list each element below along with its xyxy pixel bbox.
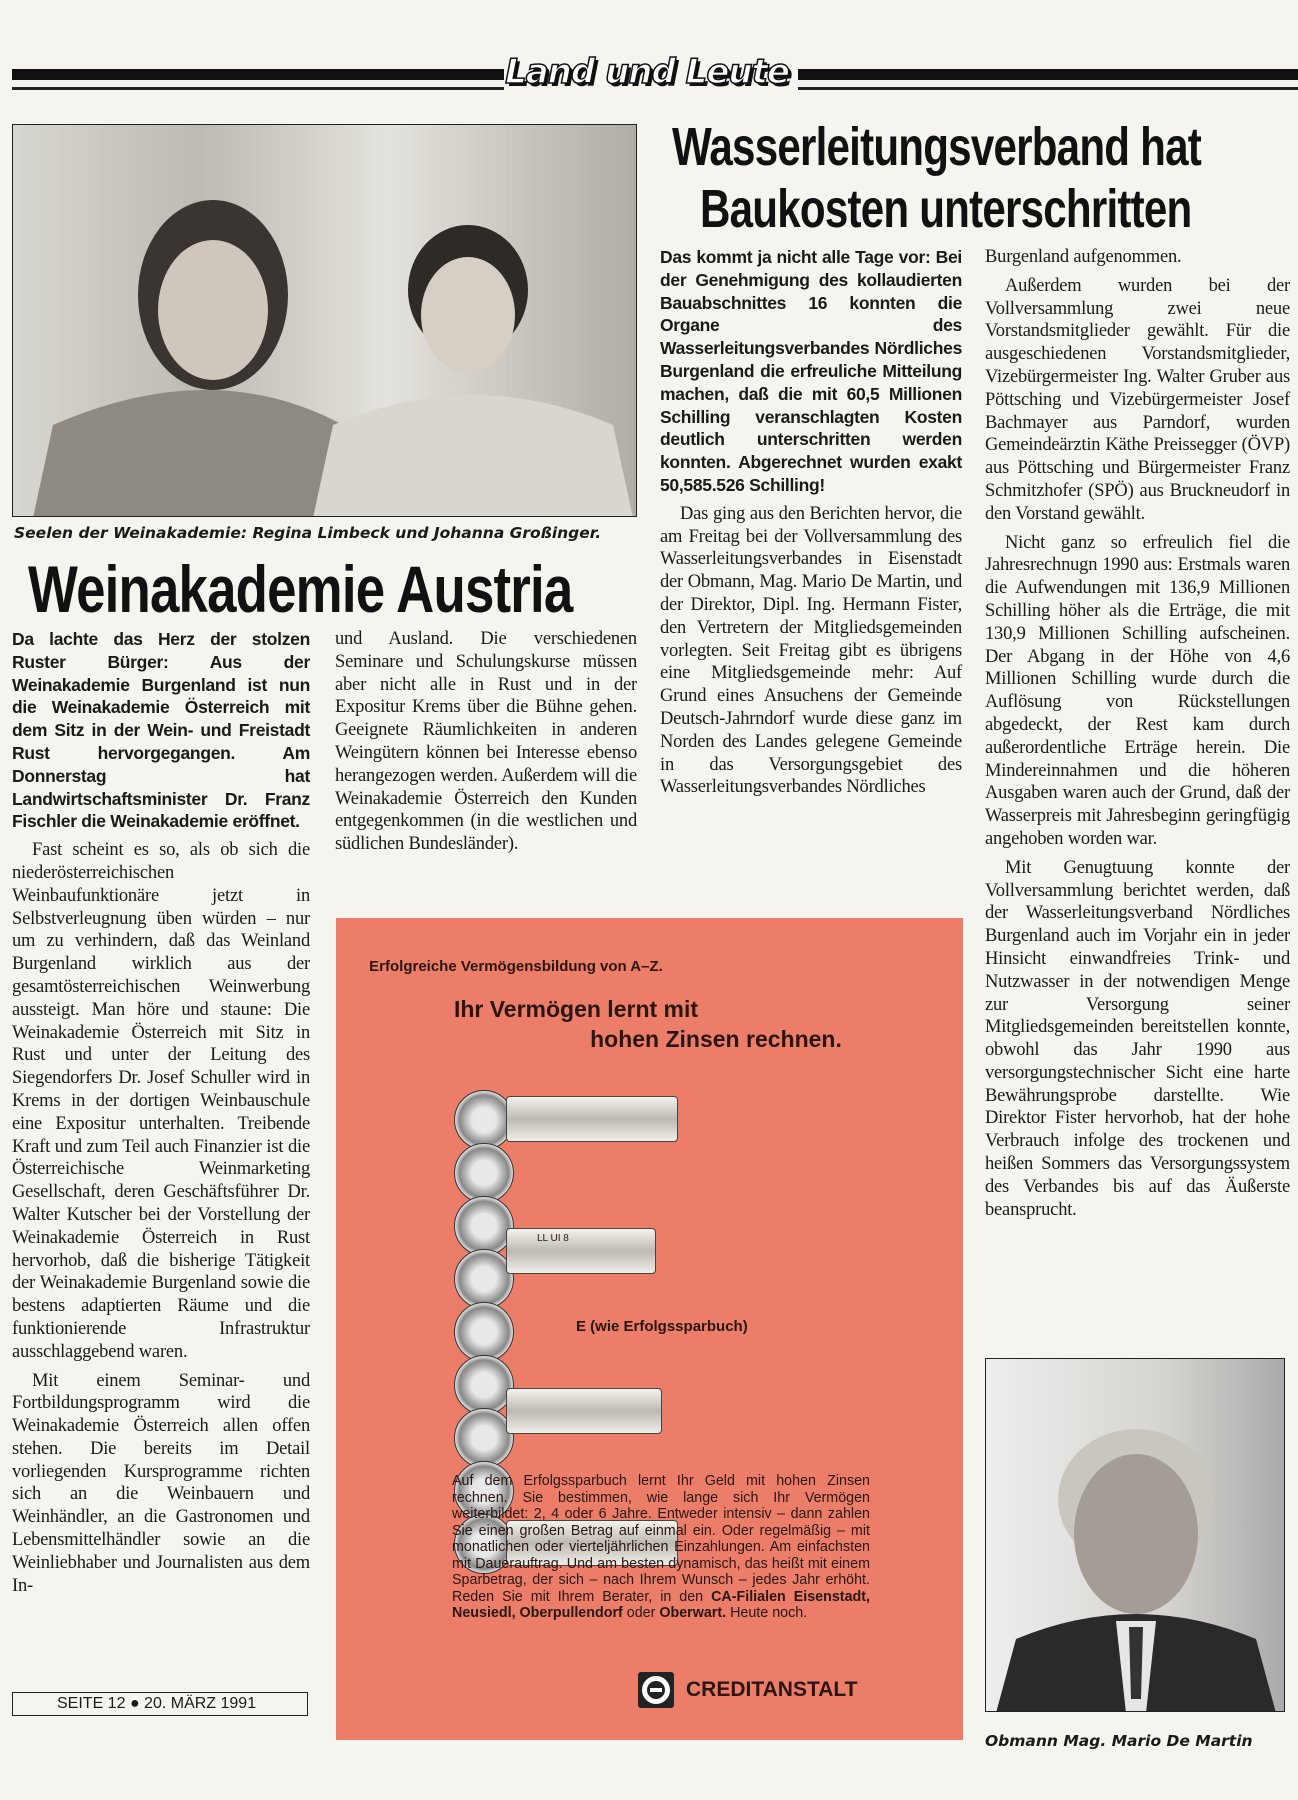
headline-weinakademie: Weinakademie Austria	[28, 552, 573, 626]
photo-two-women	[12, 124, 637, 517]
article2-paragraph: Das ging aus den Berichten hervor, die am Freitag bei der Vollversammlung des Wasserleitungsverbandes in Eisenstadt der Obmann, Mag. Mario De Martin, und der Direktor, Dipl. Ing. Hermann Fister, den Vertretern der Mitgliedsgemeinden vorlegten. Seit Freitag gibt es übrigens eine Mitgliedsgemeinde mehr: Auf Grund eines Ansuchens der Gemeinde Deutsch-Jahrndorf wurde diese ganz im Norden des Landes gelegene Gemeinde in das Versorgungsgebiet des Wasserleitungsverbandes Nördliches	[660, 503, 962, 798]
article1-column2	[335, 628, 637, 862]
article1-column1	[12, 628, 310, 1603]
article2-paragraph: Außerdem wurden bei der Vollversammlung zwei neue Vorstandsmitglieder gewählt. Für die ausgeschiedenen Vorstandsmitglieder, Vizebürgermeister Ing. Walter Gruber aus Pöttsching und Vizebürgermeister Josef Bachmayer aus Parndorf, wurden Gemeindeärztin Käthe Preissegger (ÖVP) aus Pöttsching und Bürgermeister Franz Schmitzhofer (SPÖ) aus Bruckneudorf in den Vorstand gewählt.	[985, 275, 1290, 524]
article2-column2	[985, 246, 1290, 1227]
creditanstalt-logo-icon	[638, 1672, 674, 1708]
header-rule	[798, 69, 1298, 80]
article1-paragraph: und Ausland. Die verschiedenen Seminare und Schulungskurse müssen aber nicht alle in Rust und in der Expositur Krems über die Bühne gehen. Geeignete Räumlichkeiten in anderen Weingütern können bei Interesse ebenso herangezogen werden. Außerdem will die Weinakademie Österreich den Kunden entgegenkommen (in die westlichen und südlichen Bundesländer).	[335, 629, 637, 855]
photo-illustration	[986, 1359, 1285, 1712]
ad-letter-caption: E (wie Erfolgssparbuch)	[576, 1318, 748, 1335]
article1-paragraph: Fast scheint es so, als ob sich die niederösterreichischen Weinbaufunktionäre jetzt in Selbstverleugnung üben würden – nur um zu verhindern, daß das Weinland Burgenland wirklich aus der gesamtösterreichischen Weinwerbung aussteigt. Man höre und staune: Die Weinakademie Österreich mit Sitz in Rust und unter der Leitung des Siegendorfers Dr. Josef Schuller wird in Krems in der dortigen Weinbauschule eine Expositur unterhalten. Treibende Kraft und zum Teil auch Finanzier ist die Österreichische Weinmarketing Gesellschaft, deren Geschäftsführer Dr. Walter Kutscher bei der Vorstellung der Weinakademie Österreich in Rust hervorhob, daß die bisherige Tätigkeit der Weinakademie Burgenland sowie die bestens adaptierten Räume und die funktionierende Infrastruktur ausschlaggebend waren.	[12, 840, 310, 1362]
headline-wasserleitungsverband-line2: Baukosten unterschritten	[700, 179, 1192, 239]
article2-paragraph: Nicht ganz so erfreulich fiel die Jahresrechnugn 1990 aus: Erstmals waren die Aufwendungen mit 136,9 Millionen Schilling höher als die Erträge, die mit 130,9 Millionen Schilling aufscheinen. Der Abgang in der Höhe von 4,6 Millionen Schilling wurde durch die Auflösung von Rückstellungen abgedeckt, der Rest kam durch außerordentliche Erträge herein. Die Mindereinnahmen und die höheren Ausgaben waren auch der Grund, daß der Wasserpreis mit Jahresbeginn geringfügig angehoben worden war.	[985, 532, 1290, 849]
photo-illustration	[13, 125, 637, 517]
ad-kicker: Erfolgreiche Vermögensbildung von A–Z.	[369, 958, 663, 975]
article1-lead: Da lachte das Herz der stolzen Ruster Bürger: Aus der Weinakademie Burgenland ist nun die Weinakademie Österreich mit dem Sitz in der Wein- und Freistadt Rust hervorgegangen. Am Donnerstag hat Landwirtschaftsminister Dr. Franz Fischler die Weinakademie eröffnet.	[12, 629, 310, 832]
issue-date: 20. MÄRZ 1991	[144, 1695, 257, 1712]
ad-headline-line2: hohen Zinsen rechnen.	[590, 1026, 842, 1052]
ad-body: Auf dem Erfolgssparbuch lernt Ihr Geld mit hohen Zinsen rechnen. Sie bestimmen, wie lange sich Ihr Vermögen weiterbildet: 2, 4 oder 6 Jahre. Entweder intensiv – dann zahlen Sie einen großen Betrag auf einmal ein. Oder regelmäßig – mit monatlichen oder vierteljährlichen Einzahlungen. Am einfachsten mit Dauerauftrag. Und am besten dynamisch, das heißt mit einem Sparbetrag, der sich – nach Ihrem Wunsch – jedes Jahr erhöht. Reden Sie mit Ihrem Berater, in den CA-Filialen Eisenstadt, Neusiedl, Oberpullendorf oder Oberwart. Heute noch.	[452, 1473, 870, 1621]
headline-wasserleitungsverband-line1: Wasserleitungsverband hat	[672, 117, 1201, 177]
header-rule	[798, 87, 1298, 90]
header-rule	[12, 69, 504, 80]
article2-lead: Das kommt ja nicht alle Tage vor: Bei der Genehmigung des kollaudierten Bauabschnittes 16 konnten die Organe des Wasserleitungsverbandes Nördliches Burgenland die erfreuliche Mitteilung machen, daß die mit 60,5 Millionen Schilling veranschlagten Kosten deutlich unterschritten werden konnten. Abgerechnet wurden exakt 50,585.526 Schilling!	[660, 247, 962, 495]
section-title: Land und Leute	[505, 52, 789, 92]
page-footer	[12, 1692, 308, 1716]
creditanstalt-ad	[336, 918, 963, 1740]
photo-mario-de-martin	[985, 1358, 1285, 1712]
ad-brand: CREDITANSTALT	[686, 1678, 858, 1701]
bill-text: LL UI 8	[506, 1228, 656, 1274]
page-number: SEITE 12	[57, 1695, 126, 1712]
photo-caption: Obmann Mag. Mario De Martin	[985, 1732, 1253, 1750]
article2-paragraph: Burgenland aufgenommen.	[985, 247, 1182, 267]
article2-paragraph: Mit Genugtuung konnte der Vollversammlung berichtet werden, daß der Wasserleitungsverband Nördliches Burgenland auch im Vorjahr ein in jeder Hinsicht einwandfreies Trink- und Nutzwasser in der notwendigen Menge zur Versorgung seiner Mitgliedsgemeinden bereitstellen konnte, obwohl das Jahr 1990 aus versorgungstechnischer Sicht eine harte Bewährungsprobe darstellte. Wie Direktor Fister hervorhob, hat der hohe Verbrauch infolge des trockenen und heißen Sommers das Versorgungssystem des Verbandes bis auf das Äußerste beansprucht.	[985, 857, 1290, 1220]
ad-headline-line1: Ihr Vermögen lernt mit	[453, 996, 699, 1022]
article1-paragraph: Mit einem Seminar- und Fortbildungsprogramm wird die Weinakademie Österreich allen offen stehen. Die bereits im Detail vorliegenden Kursprogramme richten sich an die Weinbauern und Weinhändler, an die Gastronomen und Lebensmittelhändler sowie an die Weinliebhaber und Journalisten aus dem In-	[12, 1370, 310, 1596]
header-rule	[12, 87, 504, 90]
bullet-icon: ●	[129, 1695, 145, 1712]
photo-caption: Seelen der Weinakademie: Regina Limbeck und Johanna Großinger.	[14, 524, 602, 542]
article2-column1	[660, 246, 962, 805]
